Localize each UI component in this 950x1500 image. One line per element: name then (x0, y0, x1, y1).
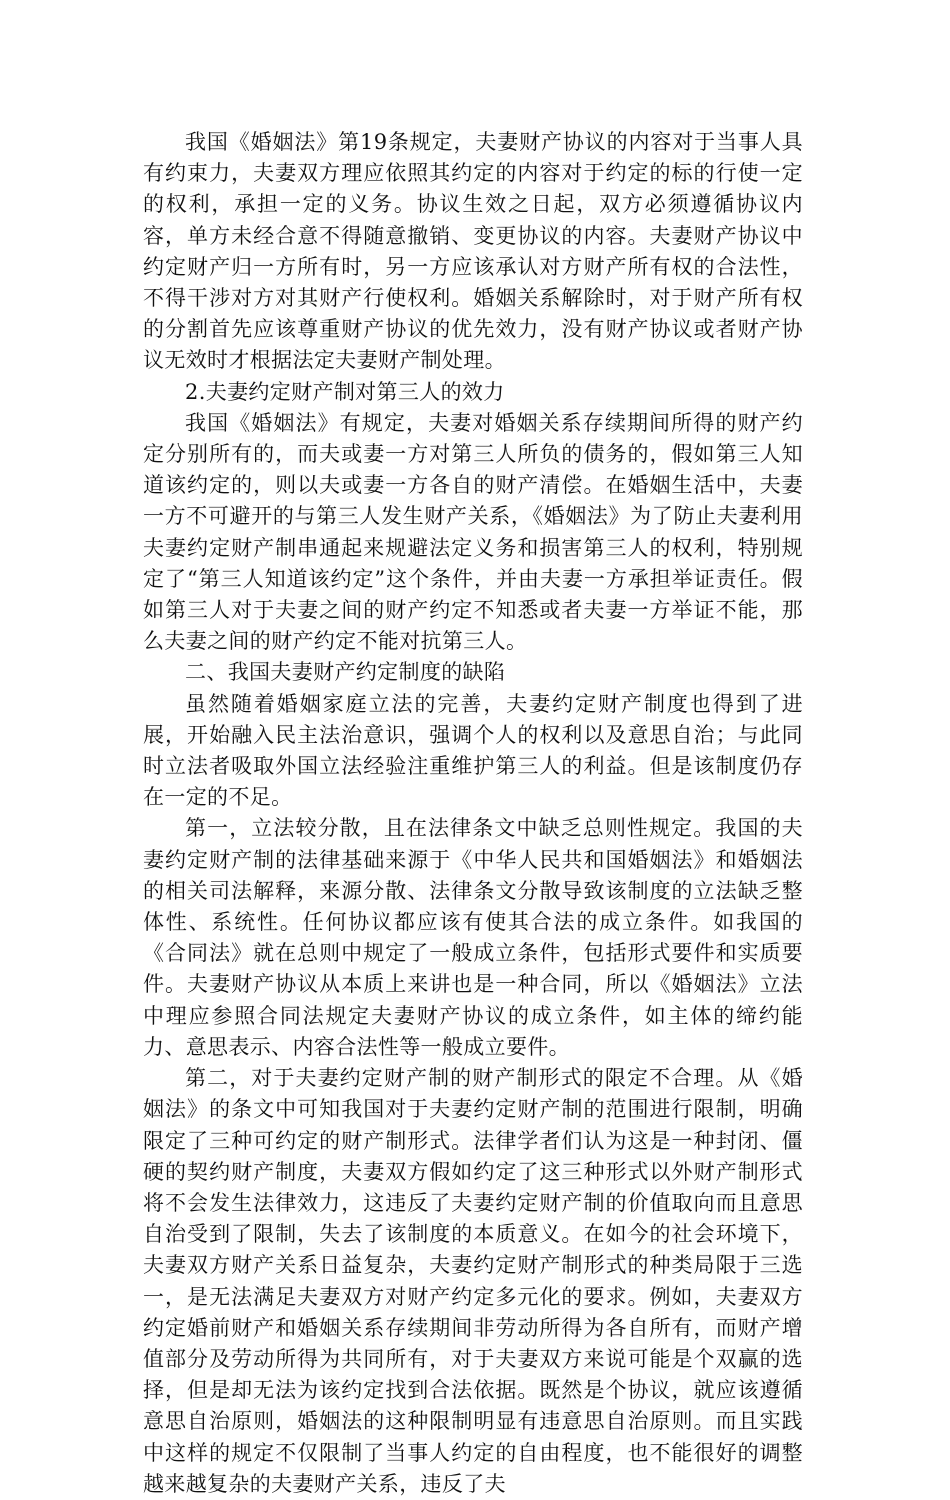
paragraph-defects-intro: 虽然随着婚姻家庭立法的完善，夫妻约定财产制度也得到了进展，开始融入民主法治意识，强调个人的权利以及意思自治；与此同时立法者吸取外国立法经验注重维护第三人的利益。但是该制度仍存在一定的不足。 (143, 691, 803, 810)
section-heading-third-party-effect: 2.夫妻约定财产制对第三人的效力 (185, 379, 505, 404)
document-body (143, 127, 803, 1500)
paragraph-third-party: 我国《婚姻法》有规定，夫妻对婚姻关系存续期间所得的财产约定分别所有的，而夫或妻一方对第三人所负的债务的，假如第三人知道该约定的，则以夫或妻一方各自的财产清偿。在婚姻生活中，夫妻一方不可避开的与第三人发生财产关系，《婚姻法》为了防止夫妻利用夫妻约定财产制串通起来规避法定义务和损害第三人的权利，特别规定了“第三人知道该约定”这个条件，并由夫妻一方承担举证责任。假如第三人对于夫妻之间的财产约定不知悉或者夫妻一方举证不能，那么夫妻之间的财产约定不能对抗第三人。 (143, 410, 803, 654)
section-heading-defects: 二、我国夫妻财产约定制度的缺陷 (185, 660, 506, 685)
paragraph-second-defect: 第二，对于夫妻约定财产制的财产制形式的限定不合理。从《婚姻法》的条文中可知我国对于夫妻约定财产制的范围进行限制，明确限定了三种可约定的财产制形式。法律学者们认为这是一种封闭、僵硬的契约财产制度，夫妻双方假如约定了这三种形式以外财产制形式将不会发生法律效力，这违反了夫妻约定财产制的价值取向而且意思自治受到了限制，失去了该制度的本质意义。在如今的社会环境下，夫妻双方财产关系日益复杂，夫妻约定财产制形式的种类局限于三选一，是无法满足夫妻双方对财产约定多元化的要求。例如，夫妻双方约定婚前财产和婚姻关系存续期间非劳动所得为各自所有，而财产增值部分及劳动所得为共同所有，对于夫妻双方来说可能是个双赢的选择，但是却无法为该约定找到合法依据。既然是个协议，就应该遵循意思自治原则，婚姻法的这种限制明显有违意思自治原则。而且实践中这样的规定不仅限制了当事人约定的自由程度，也不能很好的调整越来越复杂的夫妻财产关系，违反了夫 (143, 1066, 803, 1496)
paragraph-article-19: 我国《婚姻法》第19条规定，夫妻财产协议的内容对于当事人具有约束力，夫妻双方理应依照其约定的内容对于约定的标的行使一定的权利，承担一定的义务。协议生效之日起，双方必须遵循协议内容，单方未经合意不得随意撤销、变更协议的内容。夫妻财产协议中约定财产归一方所有时，另一方应该承认对方财产所有权的合法性，不得干涉对方对其财产行使权利。婚姻关系解除时，对于财产所有权的分割首先应该尊重财产协议的优先效力，没有财产协议或者财产协议无效时才根据法定夫妻财产制处理。 (143, 130, 803, 373)
paragraph-first-defect: 第一，立法较分散，且在法律条文中缺乏总则性规定。我国的夫妻约定财产制的法律基础来源于《中华人民共和国婚姻法》和婚姻法的相关司法解释，来源分散、法律条文分散导致该制度的立法缺乏整体性、系统性。任何协议都应该有使其合法的成立条件。如我国的《合同法》就在总则中规定了一般成立条件，包括形式要件和实质要件。夫妻财产协议从本质上来讲也是一种合同，所以《婚姻法》立法中理应参照合同法规定夫妻财产协议的成立条件，如主体的缔约能力、意思表示、内容合法性等一般成立要件。 (143, 816, 803, 1059)
